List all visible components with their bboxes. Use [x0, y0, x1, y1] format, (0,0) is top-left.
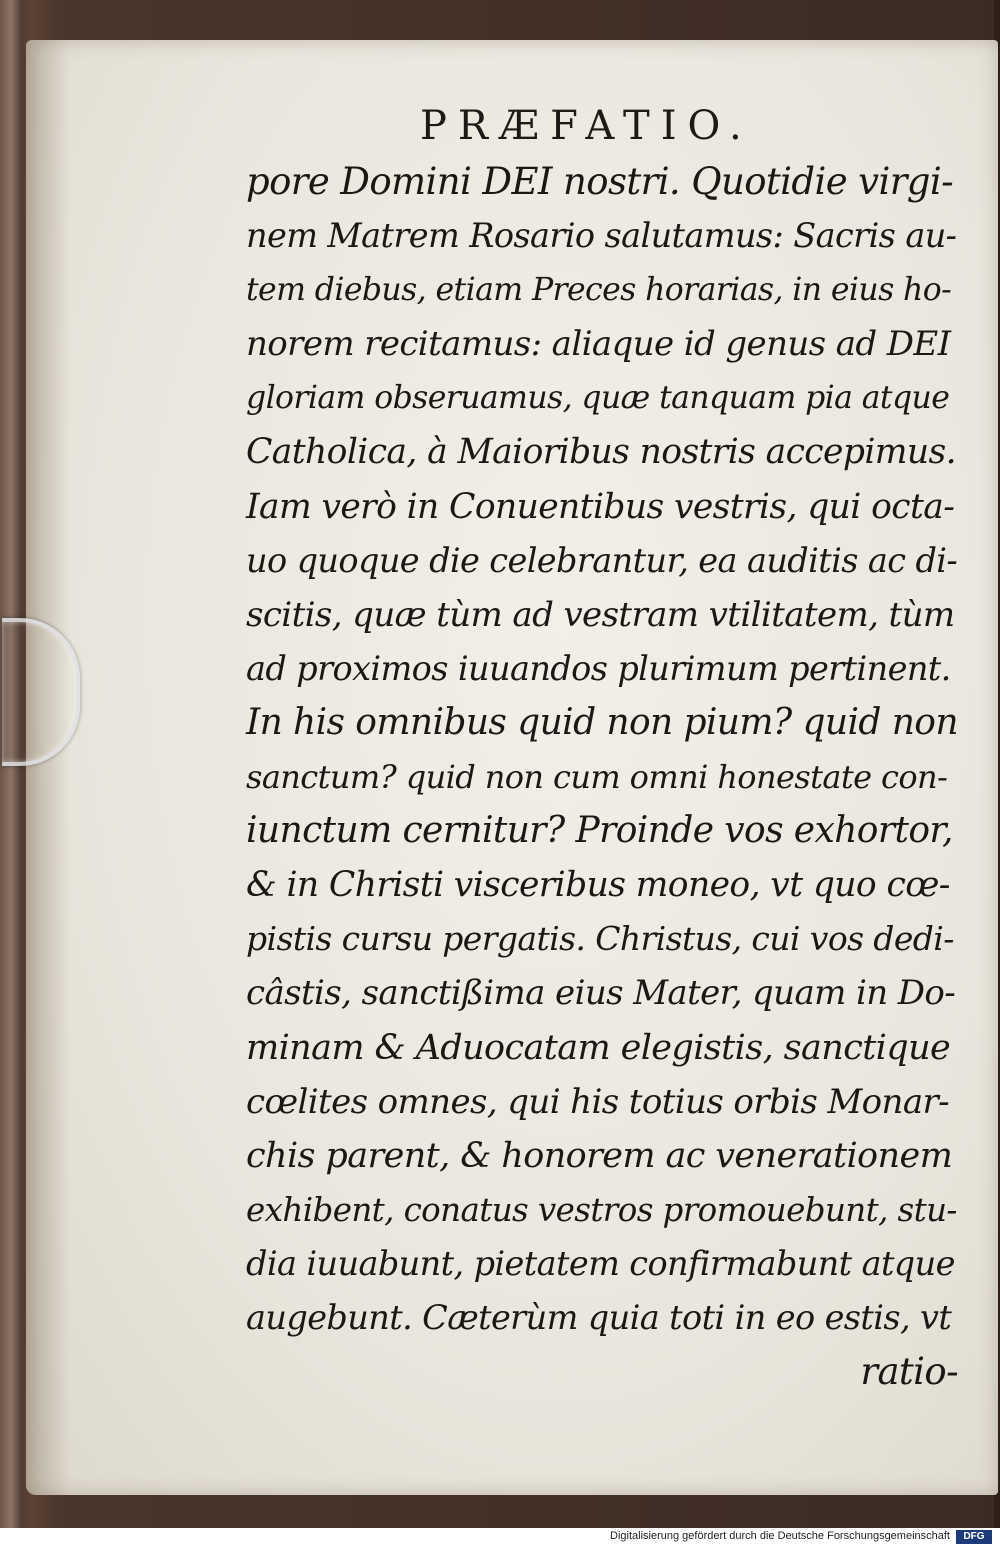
dfg-logo: DFG: [956, 1530, 992, 1544]
running-head: PRÆFATIO.: [420, 103, 753, 149]
text-line: & in Christi visceribus moneo, vt quo cœ-: [246, 865, 950, 906]
catchword: ratio-: [860, 1350, 958, 1394]
text-line: Catholica, à Maioribus nostris accepimus.: [246, 432, 956, 473]
text-line: pistis cursu pergatis. Christus, cui vos dedi-: [246, 919, 954, 959]
text-line: Iam verò in Conuentibus vestris, qui octa-: [246, 486, 955, 527]
text-line: gloriam obseruamus, quæ tanquam pia atque: [246, 380, 950, 417]
text-line: pore Domini DEI nostri. Quotidie virgi-: [246, 160, 954, 203]
text-line: minam & Aduocatam elegistis, sanctique: [246, 1027, 951, 1068]
text-line: nem Matrem Rosario salutamus: Sacris au-: [246, 216, 957, 256]
text-line: sanctum? quid non cum omni honestate con-: [246, 758, 948, 797]
text-line: chis parent, & honorem ac venerationem: [246, 1135, 953, 1176]
text-line: tem diebus, etiam Preces horarias, in eius ho-: [246, 272, 952, 309]
text-line: norem recitamus: aliaque id genus ad DEI: [246, 324, 951, 365]
body-text: [246, 155, 958, 1399]
text-line: exhibent, conatus vestros promouebunt, stu-: [246, 1190, 957, 1229]
text-line: augebunt. Cæterùm quia toti in eo estis, vt: [246, 1297, 952, 1337]
text-line: In his omnibus quid non pium? quid non: [246, 701, 958, 743]
text-line: iunctum cernitur? Proinde vos exhortor,: [246, 810, 953, 852]
text-line: dia iuuabunt, pietatem confirmabunt atque: [246, 1243, 955, 1283]
text-line: scitis, quæ tùm ad vestram vtilitatem, tùm: [246, 594, 955, 635]
text-line: ad proximos iuuandos plurimum pertinent.: [246, 648, 951, 688]
text-line: cœlites omnes, qui his totius orbis Monar-: [246, 1081, 950, 1122]
text-line: câstis, sanctißima eius Mater, quam in Do-: [246, 973, 956, 1014]
funding-credit: Digitalisierung gefördert durch die Deutsche Forschungsgemeinschaft: [610, 1530, 950, 1542]
text-line: uo quoque die celebrantur, ea auditis ac di-: [246, 540, 958, 580]
footer-bar: [0, 1528, 1000, 1547]
gutter-shadow: [26, 40, 70, 1495]
